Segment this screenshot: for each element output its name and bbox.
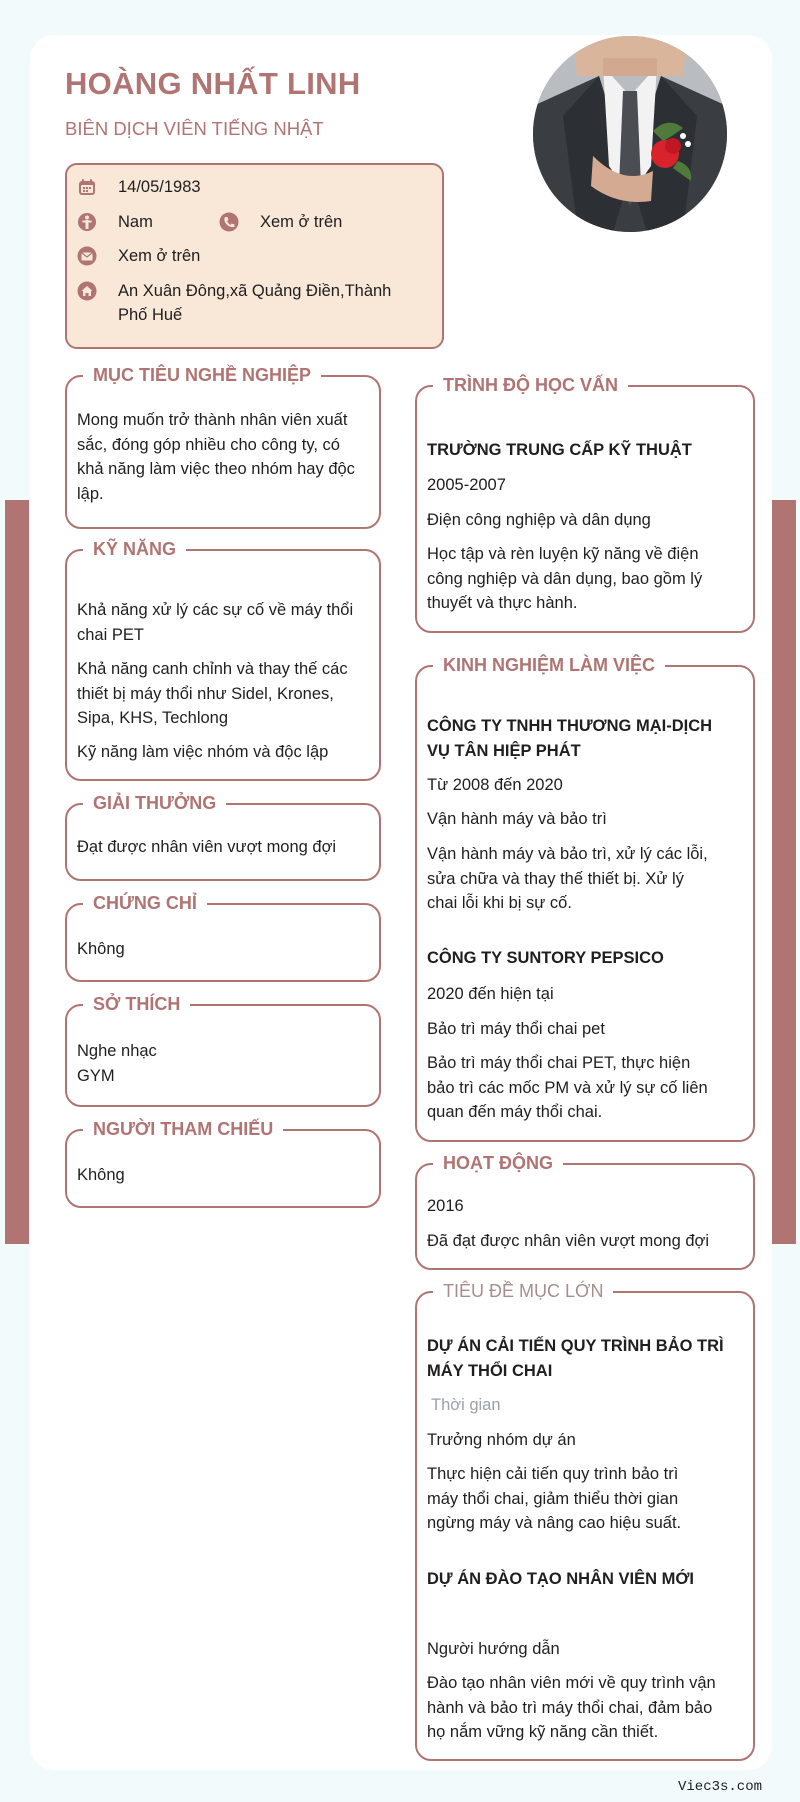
project-description-line: họ nắm vững kỹ năng cần thiết. — [427, 1723, 659, 1741]
job-description-line: quan đến máy thổi chai. — [427, 1103, 603, 1121]
references-title: NGƯỜI THAM CHIẾU — [83, 1117, 283, 1141]
right-decor-band — [772, 500, 796, 1244]
education-period: 2005-2007 — [427, 476, 506, 494]
skill-line: thiết bị máy thổi như Sidel, Krones, — [77, 684, 334, 703]
skills-section — [65, 539, 381, 781]
job-company: CÔNG TY TNHH THƯƠNG MẠI-DỊCH — [427, 717, 713, 735]
left-decor-band — [5, 500, 29, 1244]
objective-section — [65, 365, 381, 529]
calendar-icon — [77, 177, 97, 197]
email-icon — [77, 246, 97, 266]
address-line-2: Phố Huế — [118, 306, 183, 324]
job-position: Bảo trì máy thổi chai pet — [427, 1020, 605, 1038]
project-description-line: máy thổi chai, giảm thiểu thời gian — [427, 1489, 679, 1508]
project-name: DỰ ÁN ĐÀO TẠO NHÂN VIÊN MỚI — [427, 1570, 695, 1588]
skills-title: KỸ NĂNG — [83, 537, 186, 561]
job-description-line: sửa chữa và thay thế thiết bị. Xử lý — [427, 869, 684, 888]
avatar-photo — [533, 36, 727, 232]
project-description-line: Thực hiện cải tiến quy trình bảo trì — [427, 1465, 679, 1483]
education-description-line: Học tập và rèn luyện kỹ năng về điện — [427, 545, 699, 563]
education-description-line: công nghiệp và dân dụng, bao gồm lý — [427, 569, 703, 588]
job-description-line: bảo trì các mốc PM và xử lý sự cố liên — [427, 1078, 708, 1097]
birthday-text: 14/05/1983 — [118, 178, 201, 196]
education-major: Điện công nghiệp và dân dụng — [427, 511, 651, 529]
objective-title: MỤC TIÊU NGHỀ NGHIỆP — [83, 363, 321, 387]
hobbies-section — [65, 994, 381, 1107]
avatar — [533, 36, 727, 232]
contact-info-box — [65, 163, 444, 349]
activities-title: HOẠT ĐỘNG — [433, 1151, 563, 1175]
education-title: TRÌNH ĐỘ HỌC VẤN — [433, 373, 628, 397]
awards-text: Đạt được nhân viên vượt mong đợi — [77, 838, 337, 856]
project-description-line: hành và bảo trì máy thổi chai, đảm bảo — [427, 1698, 713, 1717]
job-position: Vận hành máy và bảo trì — [427, 810, 607, 828]
job-period: Từ 2008 đến 2020 — [427, 776, 563, 794]
job-period: 2020 đến hiện tại — [427, 985, 554, 1003]
job-description-line: Bảo trì máy thổi chai PET, thực hiện — [427, 1054, 691, 1072]
references-section — [65, 1119, 381, 1208]
certificates-text: Không — [77, 940, 125, 958]
project-time-placeholder: Thời gian — [431, 1396, 501, 1414]
gender-text: Nam — [118, 213, 153, 231]
projects-section — [415, 1281, 755, 1761]
site-watermark: Viec3s.com — [677, 1779, 762, 1795]
job-title: BIÊN DỊCH VIÊN TIẾNG NHẬT — [65, 118, 324, 139]
experience-section — [415, 655, 755, 1142]
experience-title: KINH NGHIỆM LÀM VIỆC — [433, 653, 665, 677]
candidate-name: HOÀNG NHẤT LINH — [65, 66, 361, 101]
awards-title: GIẢI THƯỞNG — [83, 791, 226, 815]
education-school: TRƯỜNG TRUNG CẤP KỸ THUẬT — [427, 441, 692, 459]
address-line-1: An Xuân Đông,xã Quảng Điền,Thành — [118, 282, 392, 300]
phone-text: Xem ở trên — [260, 213, 343, 231]
job-company: CÔNG TY SUNTORY PEPSICO — [427, 949, 664, 967]
certificates-title: CHỨNG CHỈ — [83, 891, 207, 915]
activities-year: 2016 — [427, 1197, 464, 1215]
hobby-item: Nghe nhạc — [77, 1042, 157, 1060]
gender-icon — [77, 212, 97, 232]
job-description-line: chai lỗi khi bị sự cố. — [427, 894, 572, 912]
objective-line: khả năng làm việc theo nhóm hay độc — [77, 460, 355, 478]
phone-icon — [219, 212, 239, 232]
project-description-line: ngừng máy và nâng cao hiệu suất. — [427, 1514, 682, 1532]
project-role: Người hướng dẫn — [427, 1640, 560, 1658]
education-description-line: thuyết và thực hành. — [427, 594, 578, 612]
certificates-section — [65, 893, 381, 982]
project-role: Trưởng nhóm dự án — [427, 1431, 576, 1449]
skill-line: Khả năng xử lý các sự cố về máy thổi — [77, 601, 354, 619]
references-text: Không — [77, 1166, 125, 1184]
project-description-line: Đào tạo nhân viên mới về quy trình vận — [427, 1674, 716, 1692]
home-icon — [77, 281, 97, 301]
awards-section — [65, 793, 381, 881]
skill-line: Kỹ năng làm việc nhóm và độc lập — [77, 743, 329, 761]
skill-line: Sipa, KHS, Techlong — [77, 709, 229, 727]
objective-line: Mong muốn trở thành nhân viên xuất — [77, 411, 348, 429]
activities-section — [415, 1153, 755, 1270]
objective-line: lập. — [77, 484, 104, 503]
education-section — [415, 375, 755, 633]
hobby-item: GYM — [77, 1066, 115, 1085]
project-name: MÁY THỔI CHAI — [427, 1361, 553, 1380]
hobbies-title: SỞ THÍCH — [83, 992, 190, 1016]
email-text: Xem ở trên — [118, 247, 201, 265]
projects-title: TIÊU ĐỀ MỤC LỚN — [433, 1279, 613, 1303]
job-company: VỤ TÂN HIỆP PHÁT — [427, 741, 581, 760]
project-name: DỰ ÁN CẢI TIẾN QUY TRÌNH BẢO TRÌ — [427, 1337, 724, 1355]
skill-line: chai PET — [77, 625, 144, 644]
job-description-line: Vận hành máy và bảo trì, xử lý các lỗi, — [427, 845, 708, 863]
skill-line: Khả năng canh chỉnh và thay thế các — [77, 660, 348, 678]
activities-text: Đã đạt được nhân viên vượt mong đợi — [427, 1232, 710, 1250]
objective-line: sắc, đóng góp nhiều cho công ty, có — [77, 435, 340, 454]
